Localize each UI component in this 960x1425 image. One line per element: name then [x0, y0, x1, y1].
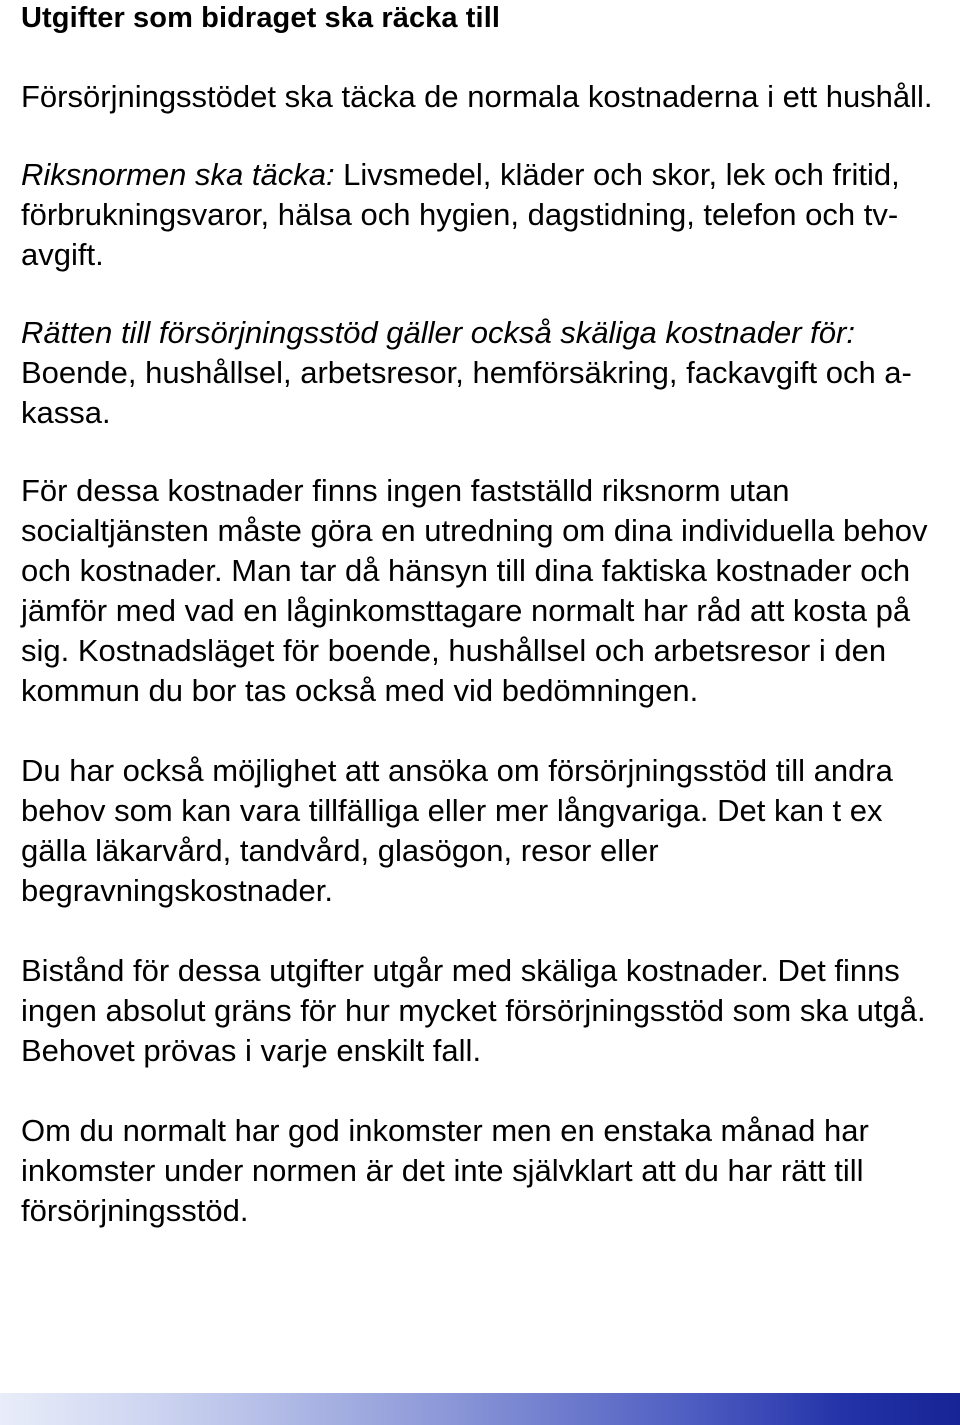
paragraph-andra-behov: Du har också möjlighet att ansöka om försörjningsstöd till andra behov som kan vara tillfälliga eller mer långvariga. Det kan t ex gälla läkarvård, tandvård, glasögon, resor eller begravningskostnader. — [21, 753, 893, 908]
paragraph-riksnorm-lead: Riksnormen ska täcka: — [21, 157, 335, 192]
paragraph-skaliga-kostnader-text: Boende, hushållsel, arbetsresor, hemförsäkring, fackavgift och a-kassa. — [21, 355, 912, 430]
document-body — [21, 0, 951, 1231]
footer-gradient-bar — [0, 1393, 960, 1425]
paragraph-inkomster: Om du normalt har god inkomster men en enstaka månad har inkomster under normen är det inte självklart att du har rätt till försörjningsstöd. — [21, 1113, 869, 1228]
paragraph-riksnorm — [21, 155, 951, 275]
paragraph-utredning: För dessa kostnader finns ingen fastställd riksnorm utan socialtjänsten måste göra en utredning om dina individuella behov och kostnader. Man tar då hänsyn till dina faktiska kostnader och jämför med vad en låginkomsttagare normalt har råd att kosta på sig. Kostnadsläget för boende, hushållsel och arbetsresor i den kommun du bor tas också med vid bedömningen. — [21, 473, 928, 708]
paragraph-intro: Försörjningsstödet ska täcka de normala kostnaderna i ett hushåll. — [21, 79, 933, 114]
paragraph-bistand: Bistånd för dessa utgifter utgår med skäliga kostnader. Det finns ingen absolut gräns för hur mycket försörjningsstöd som ska utgå. Behovet prövas i varje enskilt fall. — [21, 953, 926, 1068]
paragraph-riksnorm-text: Livsmedel, kläder och skor, lek och fritid, förbrukningsvaror, hälsa och hygien, dagstidning, telefon och tv-avgift. — [21, 157, 900, 272]
page-title: Utgifter som bidraget ska räcka till — [21, 2, 501, 34]
paragraph-skaliga-kostnader-lead: Rätten till försörjningsstöd gäller också skäliga kostnader för: — [21, 315, 855, 350]
paragraph-skaliga-kostnader — [21, 313, 951, 433]
